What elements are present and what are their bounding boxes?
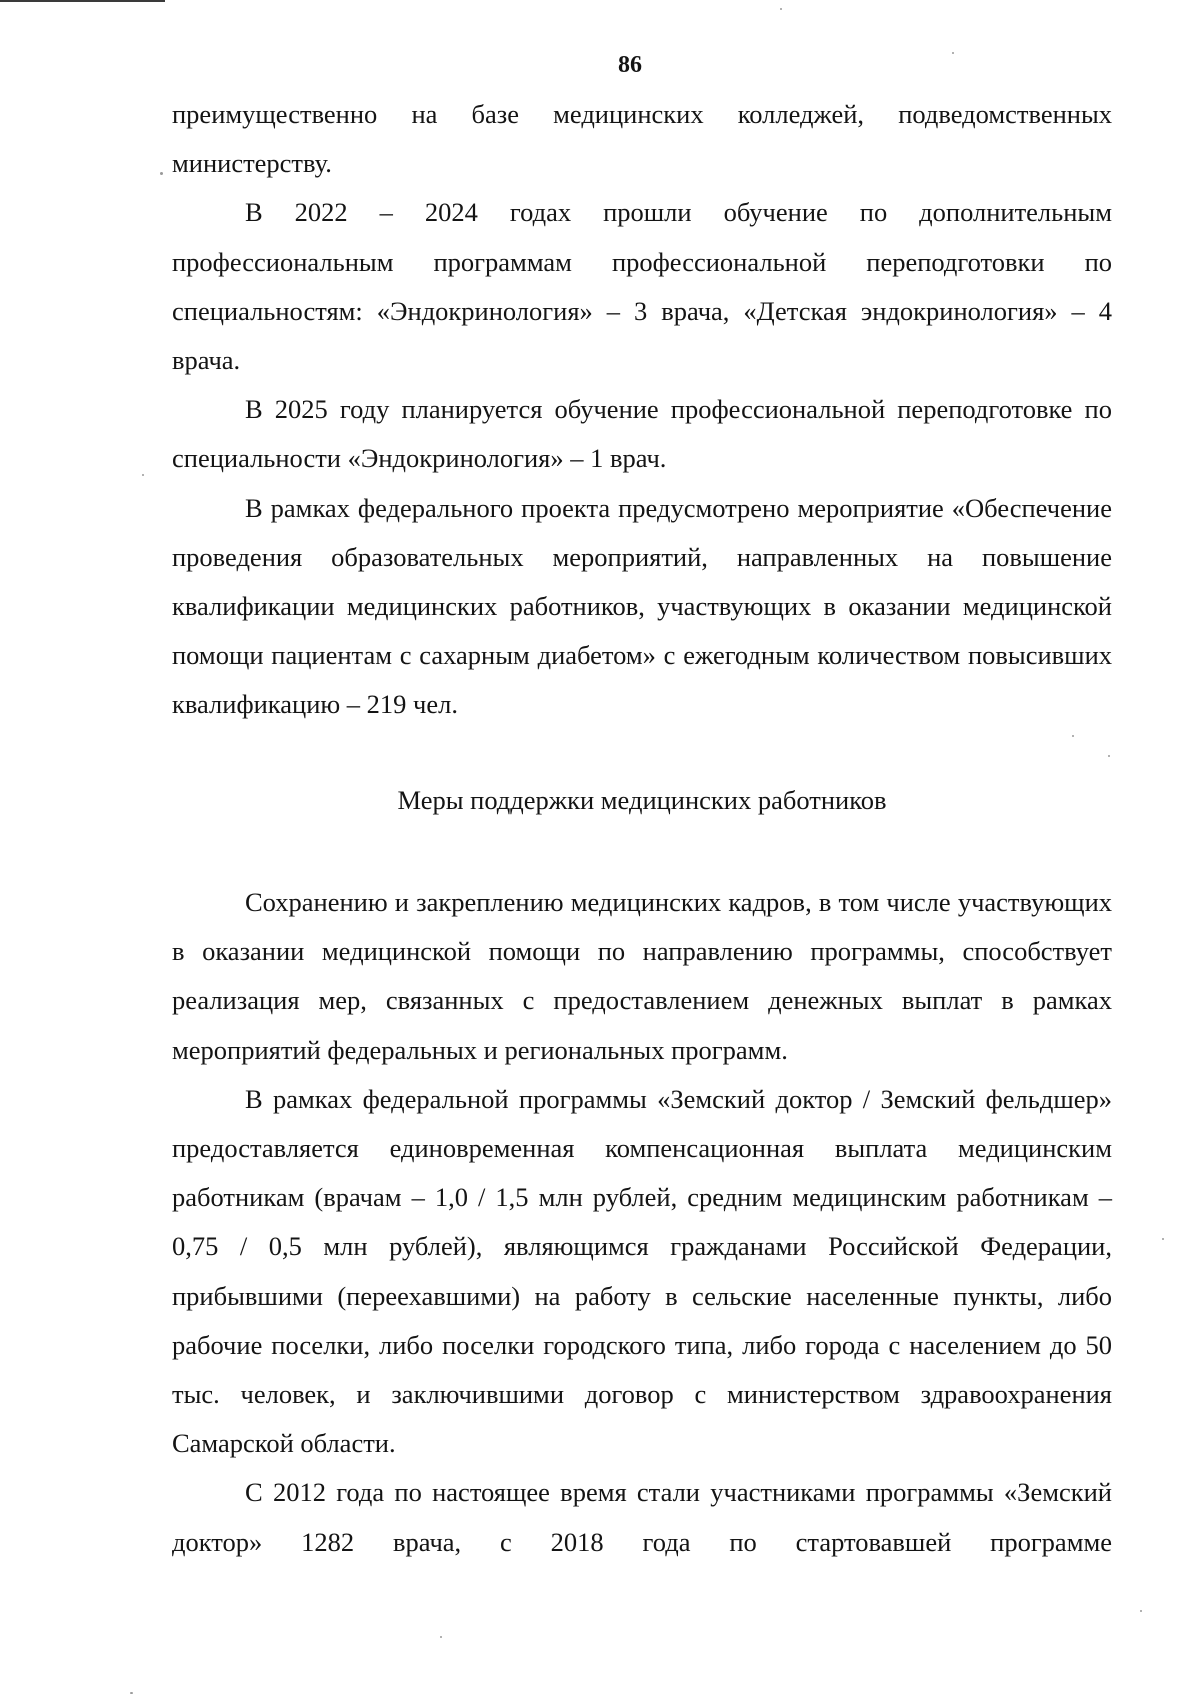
scan-speck: [130, 1692, 133, 1694]
scan-speck: [160, 172, 163, 175]
scan-speck: [1162, 1238, 1164, 1240]
paragraph-training-2022-2024: В 2022 – 2024 годах прошли обучение по дополнительным профессиональным программам профессиональной переподготовки по специальностям: «Эндокринология» – 3 врача, «Детская эндокринология» – 4 врача.: [172, 197, 1112, 376]
paragraph-zemsky-doctor-program: В рамках федеральной программы «Земский доктор / Земский фельдшер» предоставляется единовременная компенсационная выплата медицинским работникам (врачам – 1,0 / 1,5 млн рублей, средним медицинским работникам – 0,75 / 0,5 млн рублей), являющимся гражданами Российской Федерации, прибывшими (переехавшими) на работу в сельские населенные пункты, либо рабочие поселки, либо поселки городского типа, либо города с населением до 50 тыс. человек, и заключившими договор с министерством здравоохранения Самарской области.: [172, 1083, 1112, 1459]
scan-speck: [142, 474, 144, 476]
page-number: 86: [618, 52, 642, 78]
scan-speck: [1072, 735, 1074, 737]
scan-speck: [1108, 755, 1110, 757]
paragraph-program-participants: С 2012 года по настоящее время стали участниками программы «Земский доктор» 1282 врача, с 2018 года по стартовавшей программе: [172, 1477, 1112, 1557]
scan-speck: [952, 52, 954, 54]
paragraph-training-2025: В 2025 году планируется обучение профессиональной переподготовке по специальности «Эндокринология» – 1 врач.: [172, 394, 1112, 474]
body-text-top: [172, 90, 1112, 730]
scan-speck: [780, 8, 782, 10]
paragraph-continuation: преимущественно на базе медицинских колледжей, подведомственных министерству.: [172, 99, 1112, 179]
scan-speck: [440, 1636, 442, 1638]
body-text-bottom: [172, 878, 1112, 1567]
section-heading: Меры поддержки медицинских работников: [397, 785, 887, 815]
paragraph-staff-retention: Сохранению и закреплению медицинских кадров, в том числе участвующих в оказании медицинской помощи по направлению программы, способствует реализация мер, связанных с предоставлением денежных выплат в рамках мероприятий федеральных и региональных программ.: [172, 887, 1112, 1065]
paragraph-federal-project: В рамках федерального проекта предусмотрено мероприятие «Обеспечение проведения образовательных мероприятий, направленных на повышение квалификации медицинских работников, участвующих в оказании медицинской помощи пациентам с сахарным диабетом» с ежегодным количеством повысивших квалификацию – 219 чел.: [172, 492, 1112, 720]
scan-speck: [1140, 1610, 1142, 1612]
scan-edge-line: [0, 0, 165, 2]
